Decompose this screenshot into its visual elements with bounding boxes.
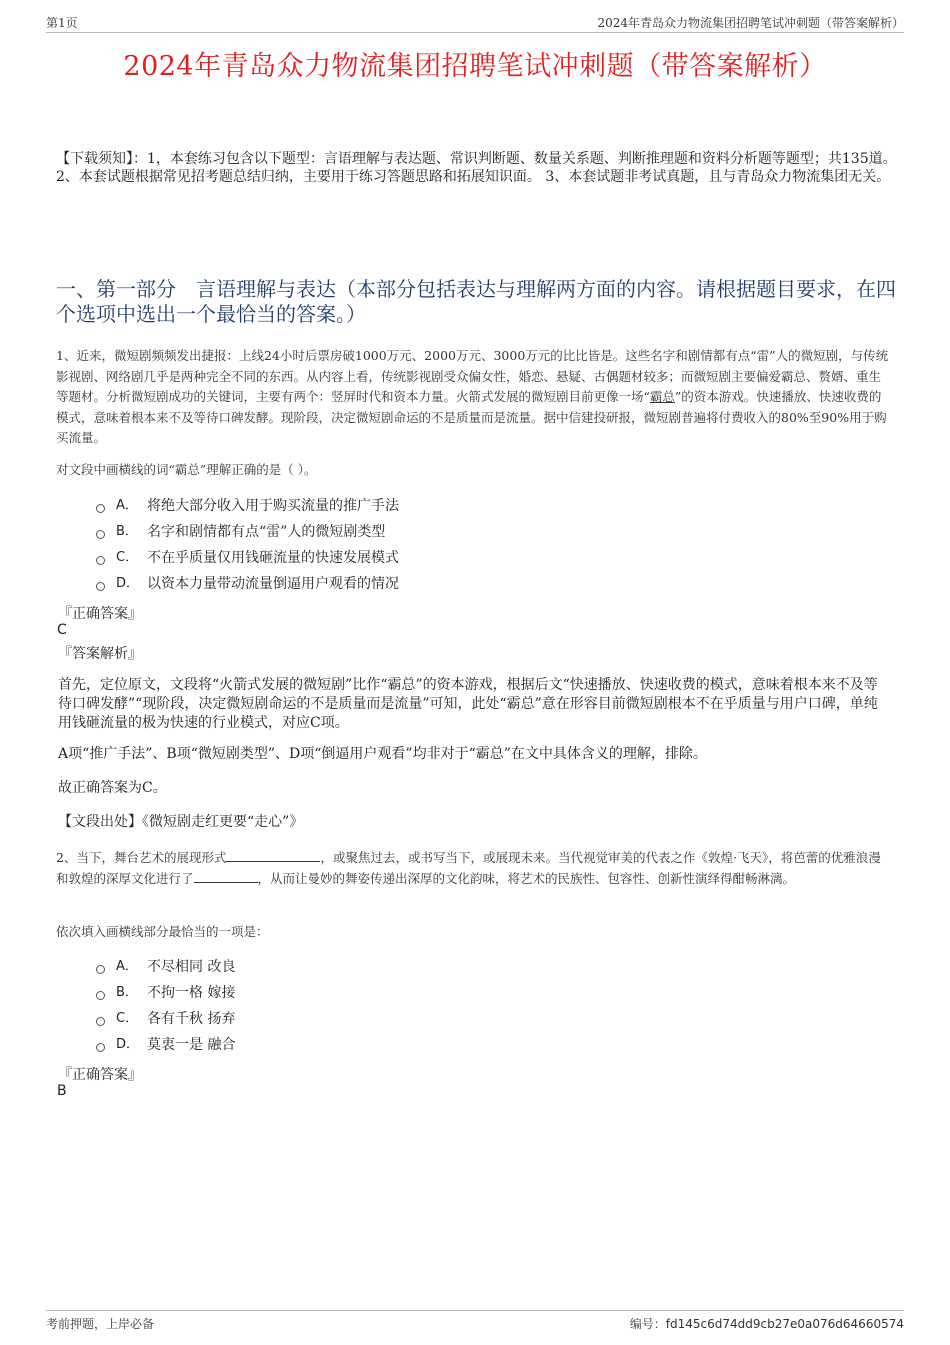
option-text: 各有千秋 扬弃 [147, 1011, 236, 1027]
option-text: 不在乎质量仅用钱砸流量的快速发展模式 [147, 550, 399, 566]
option-letter: C． [116, 1011, 139, 1026]
question-2-text-a: 2、当下，舞台艺术的展现形式 [56, 850, 227, 865]
header-rule [46, 32, 904, 33]
q1-answer-label: 『正确答案』 [58, 606, 142, 622]
option-letter: C． [116, 550, 139, 565]
q2-answer-label: 『正确答案』 [58, 1067, 142, 1083]
q1-analysis-paragraph-2: A项“推广手法”、B项“微短剧类型”、D项“倒逼用户观看”均非对于“霸总”在文中具体含义的理解，排除。 [58, 746, 707, 762]
page-number: 第1页 [46, 16, 78, 30]
q2-option-b[interactable] [96, 984, 235, 1002]
footer-code-value: fd145c6d74dd9cb27e0a076d64660574 [665, 1317, 904, 1331]
footer-code-label: 编号： [629, 1317, 666, 1331]
radio-icon[interactable] [96, 1017, 105, 1026]
footer-code [630, 1315, 904, 1332]
radio-icon[interactable] [96, 582, 105, 591]
q1-source: 【文段出处】《微短剧走红更要“走心”》 [58, 814, 304, 830]
q1-option-a[interactable] [96, 497, 399, 515]
running-title: 2024年青岛众力物流集团招聘笔试冲刺题（带答案解析） [597, 16, 904, 30]
question-2-text-b: ，或聚焦过去，或书写当下，或展现未来。当代视觉审美的代表之作《敦煌·飞天》，将芭蕾的优雅浪漫和敦煌的深厚文化进行了 [56, 850, 881, 886]
radio-icon[interactable] [96, 556, 105, 565]
question-1-prompt: 对文段中画横线的词“霸总”理解正确的是（ ）。 [56, 462, 317, 477]
question-2-text [56, 848, 891, 889]
option-letter: A． [116, 959, 138, 974]
q1-answer: C [57, 622, 67, 638]
q1-option-c[interactable] [96, 549, 399, 567]
q1-analysis-paragraph-1: 首先，定位原文，文段将“火箭式发展的微短剧”比作“霸总”的资本游戏，根据后文“快速播放、快速收费的模式，意味着根本来不及等待口碑发酵”“现阶段，决定微短剧命运的不是质量而是流量”可知，此处“霸总”意在形容目前微短剧根本不在乎质量与用户口碑，单纯用钱砸流量的极为快速的行业模式，对应C项。 [58, 677, 878, 731]
q2-option-c[interactable] [96, 1010, 235, 1028]
q2-option-d[interactable] [96, 1036, 235, 1054]
q1-option-b[interactable] [96, 523, 385, 541]
q2-answer: B [57, 1083, 67, 1099]
q1-analysis-label: 『答案解析』 [58, 646, 142, 662]
download-note: 【下载须知】：1，本套练习包含以下题型：言语理解与表达题、常识判断题、数量关系题、判断推理题和资料分析题等题型；共135道。 2、本套试题根据常见招考题总结归纳，主要用于练习答题思路和拓展知识面。 3、本套试题非考试真题，且与青岛众力物流集团无关。 [56, 151, 897, 185]
blank-2 [194, 869, 258, 883]
question-1-text-before: 1、近来，微短剧频频发出捷报：上线24小时后票房破1000万元、2000万元、3000万元的比比皆是。这些名字和剧情都有点“雷”人的微短剧，与传统影视剧、网络剧几乎是两种完全不同的东西。从内容上看，传统影视剧受众偏女性，婚恋、悬疑、古偶题材较多；而微短剧主要偏爱霸总、赘婿、重生等题材。分析微短剧成功的关键词，主要有两个：竖屏时代和资本力量。火箭式发展的微短剧目前更像一场“ [56, 348, 889, 404]
option-letter: B． [116, 985, 138, 1000]
q1-option-d[interactable] [96, 575, 399, 593]
radio-icon[interactable] [96, 991, 105, 1000]
option-text: 不尽相同 改良 [147, 959, 236, 975]
option-text: 名字和剧情都有点“雷”人的微短剧类型 [147, 524, 386, 540]
question-1-text [56, 346, 891, 449]
option-letter: D． [116, 1037, 140, 1052]
question-2-prompt: 依次填入画横线部分最恰当的一项是： [56, 924, 269, 939]
q1-analysis-conclusion: 故正确答案为C。 [58, 780, 167, 796]
option-text: 将绝大部分收入用于购买流量的推广手法 [147, 498, 399, 514]
blank-1 [226, 848, 320, 862]
document-title: 2024年青岛众力物流集团招聘笔试冲刺题（带答案解析） [123, 51, 827, 82]
option-letter: D． [116, 576, 140, 591]
footer-rule [46, 1310, 904, 1311]
option-text: 以资本力量带动流量倒逼用户观看的情况 [147, 576, 399, 592]
radio-icon[interactable] [96, 530, 105, 539]
footer-slogan: 考前押题，上岸必备 [46, 1317, 155, 1331]
section-heading: 一、第一部分 言语理解与表达（本部分包括表达与理解两方面的内容。请根据题目要求，在四个选项中选出一个最恰当的答案。） [56, 277, 896, 326]
option-text: 莫衷一是 融合 [147, 1037, 236, 1053]
radio-icon[interactable] [96, 1043, 105, 1052]
question-2-text-c: ，从而让曼妙的舞姿传递出深厚的文化韵味，将艺术的民族性、包容性、创新性演绎得酣畅淋漓。 [257, 870, 796, 886]
question-1-text-after: ”的资本游戏。快速播放、快速收费的模式，意味着根本来不及等待口碑发酵。现阶段，决定微短剧命运的不是质量而是流量。据中信建投研报，微短剧普遍将付费收入的80%至90%用于购买流量。 [56, 389, 887, 445]
radio-icon[interactable] [96, 965, 105, 974]
radio-icon[interactable] [96, 504, 105, 513]
option-text: 不拘一格 嫁接 [147, 985, 236, 1001]
underlined-word: 霸总 [649, 389, 675, 404]
option-letter: B． [116, 524, 138, 539]
option-letter: A． [116, 498, 138, 513]
q2-option-a[interactable] [96, 958, 235, 976]
